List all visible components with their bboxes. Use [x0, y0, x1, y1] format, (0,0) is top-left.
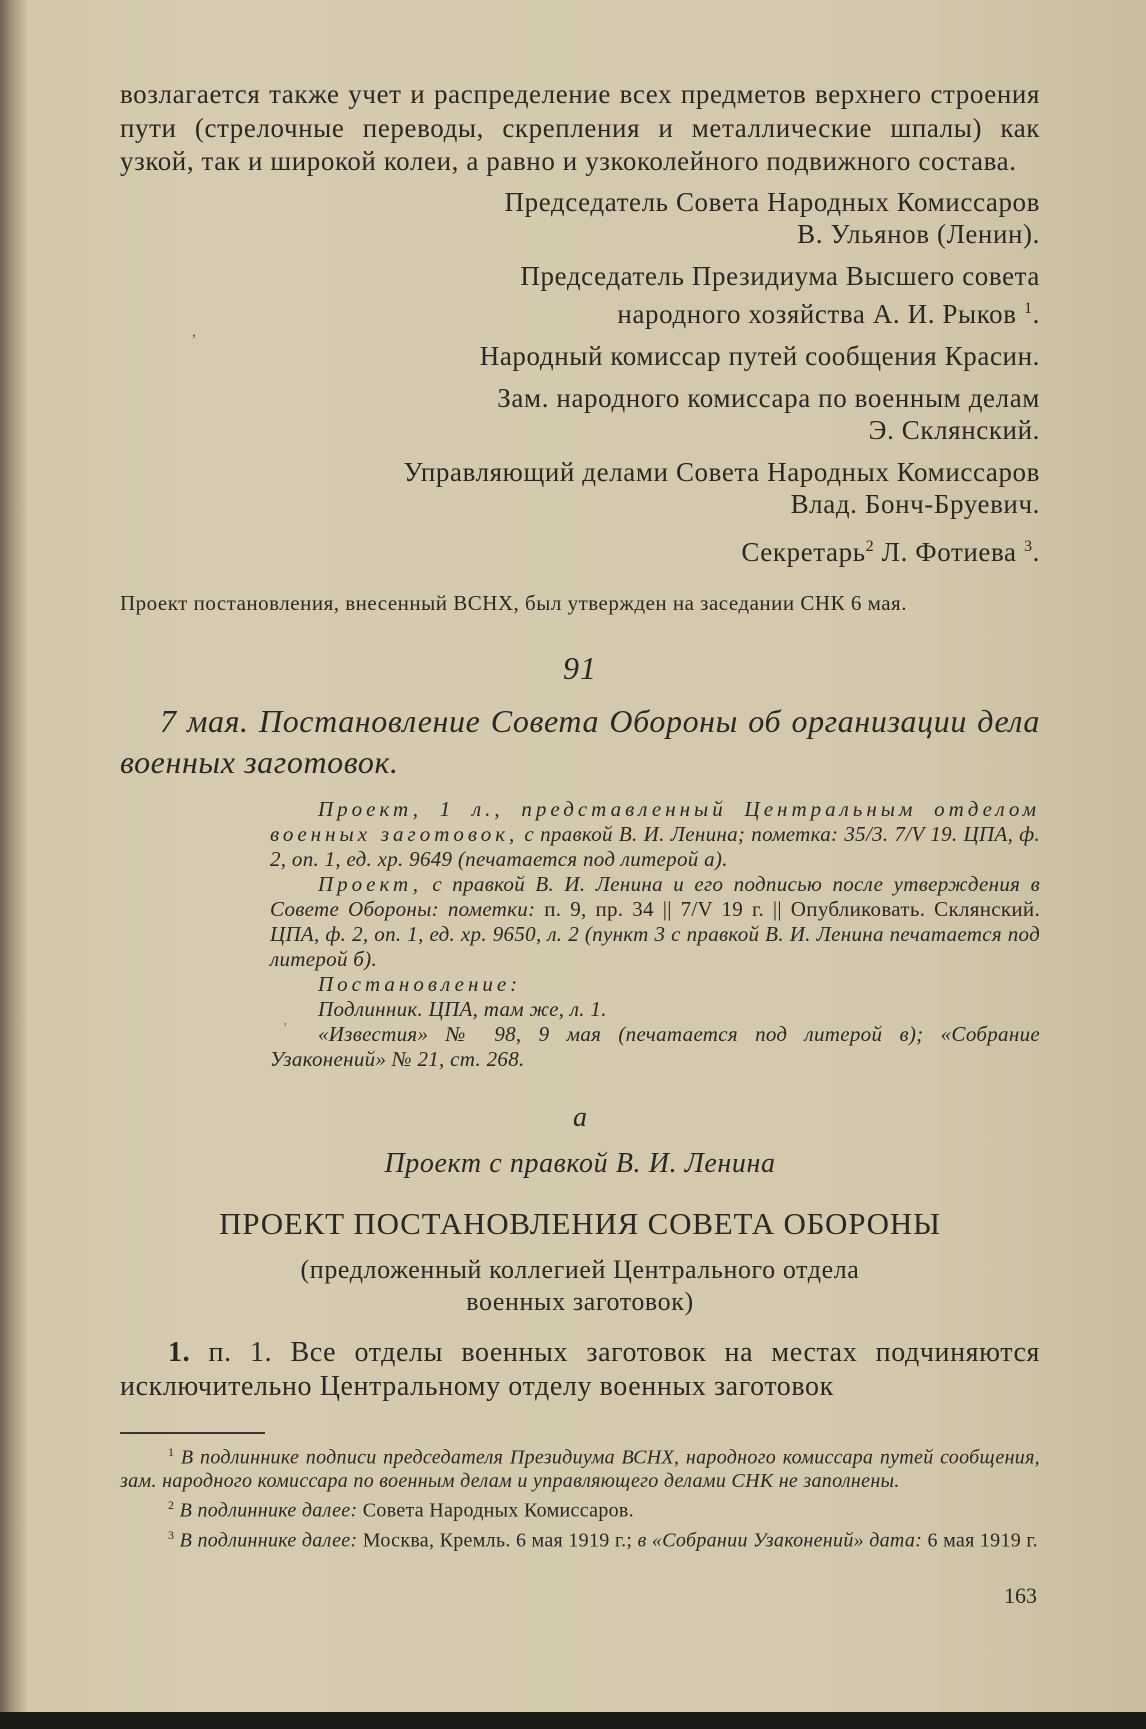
archive-item: «Известия» № 98, 9 мая (печатается под литерой в); «Собрание Узаконений» № 21, ст. 268.: [270, 1021, 1040, 1071]
archive-item: Проект, 1 л., представленный Центральным отделом военных заготовок, с правкой В. И. Ленина; пометка: 35/3. 7/V 19. ЦПА, ф. 2, оп. 1, ед. хр. 9649 (печатается под литерой а).: [270, 796, 1040, 871]
text-column: [120, 78, 1040, 1552]
signature-name: Э. Склянский.: [868, 414, 1040, 445]
signature-title: Управляющий делами Совета Народных Комиссаров: [403, 456, 1040, 487]
footnote: $^2$ В подлиннике далее: Совета Народных Комиссаров.: [168, 1498, 634, 1522]
archive-item: Подлинник. ЦПА, там же, л. 1.: [318, 996, 607, 1021]
archive-item: Проект, с правкой В. И. Ленина и его подписью после утверждения в Совете Обороны: пометки: п. 9, пр. 34 || 7/V 19 г. || Опубликовать. Склянский. ЦПА, ф. 2, оп. 1, ед. хр. 9650, л. 2 (пункт 3 с правкой В. И. Ленина печатается под литерой б).: [270, 871, 1040, 971]
signature-title: Народный комиссар путей сообщения Красин.: [479, 340, 1040, 371]
footnote-ref: 1: [1023, 298, 1033, 317]
document-title: 7 мая. Постановление Совета Обороны об организации дела военных заготовок.: [120, 702, 1040, 780]
approval-note: Проект постановления, внесенный ВСНХ, был утвержден на заседании СНК 6 мая.: [120, 590, 907, 615]
bottom-edge: [0, 1712, 1146, 1729]
signature-name: Влад. Бонч-Бруевич.: [790, 488, 1040, 519]
print-speck: ,: [192, 323, 196, 340]
signature-title: Зам. народного комиссара по военным делам: [497, 382, 1040, 413]
binding-edge: [0, 0, 26, 1729]
signature-block: [120, 186, 1040, 568]
archive-references: [270, 797, 1040, 1072]
footnote-ref: 3: [1023, 536, 1033, 555]
footnote-rule: [120, 1432, 265, 1434]
footnotes: [120, 1440, 1040, 1553]
footnote: $^1$ В подлиннике подписи председателя Президиума ВСНХ, народного комиссара путей сообщения, зам. народного комиссара по военным делам и управляющего делами СНК не заполнены.: [120, 1444, 1040, 1493]
document-number: 91: [563, 649, 597, 686]
footnote: $^3$ В подлиннике далее: Москва, Кремль. 6 мая 1919 г.; в «Собрании Узаконений» дата: 6 мая 1919 г.: [168, 1527, 1038, 1552]
archive-item: Постановление:: [318, 971, 522, 996]
signature-title: Председатель Совета Народных Комиссаров: [504, 186, 1040, 217]
signature-name: народного хозяйства А. И. Рыков $^1$.: [617, 298, 1040, 329]
print-speck: ': [284, 1021, 287, 1036]
page-number: 163: [1004, 1583, 1037, 1608]
continuation-paragraph: возлагается также учет и распределение всех предметов верхнего строения пути (стрелочные переводы, скрепления и металлические шпалы) как узкой, так и широкой колеи, а равно и узкоколейного подвижного состава.: [120, 79, 1040, 176]
signature-secretary: Секретарь$^2$ Л. Фотиева $^3$.: [741, 536, 1040, 567]
footnote-ref: 2: [865, 536, 875, 555]
main-subtitle: (предложенный коллегией Центрального отдела военных заготовок): [300, 1254, 860, 1316]
signature-name: В. Ульянов (Ленин).: [797, 218, 1040, 249]
point-1: 1. п. 1. Все отделы военных заготовок на местах подчиняются исключительно Центральному отделу военных заготовок: [120, 1336, 1040, 1402]
section-letter: а: [573, 1101, 587, 1133]
section-subtitle: Проект с правкой В. И. Ленина: [384, 1147, 776, 1179]
main-title: ПРОЕКТ ПОСТАНОВЛЕНИЯ СОВЕТА ОБОРОНЫ: [219, 1205, 941, 1241]
signature-title: Председатель Президиума Высшего совета: [520, 260, 1040, 291]
